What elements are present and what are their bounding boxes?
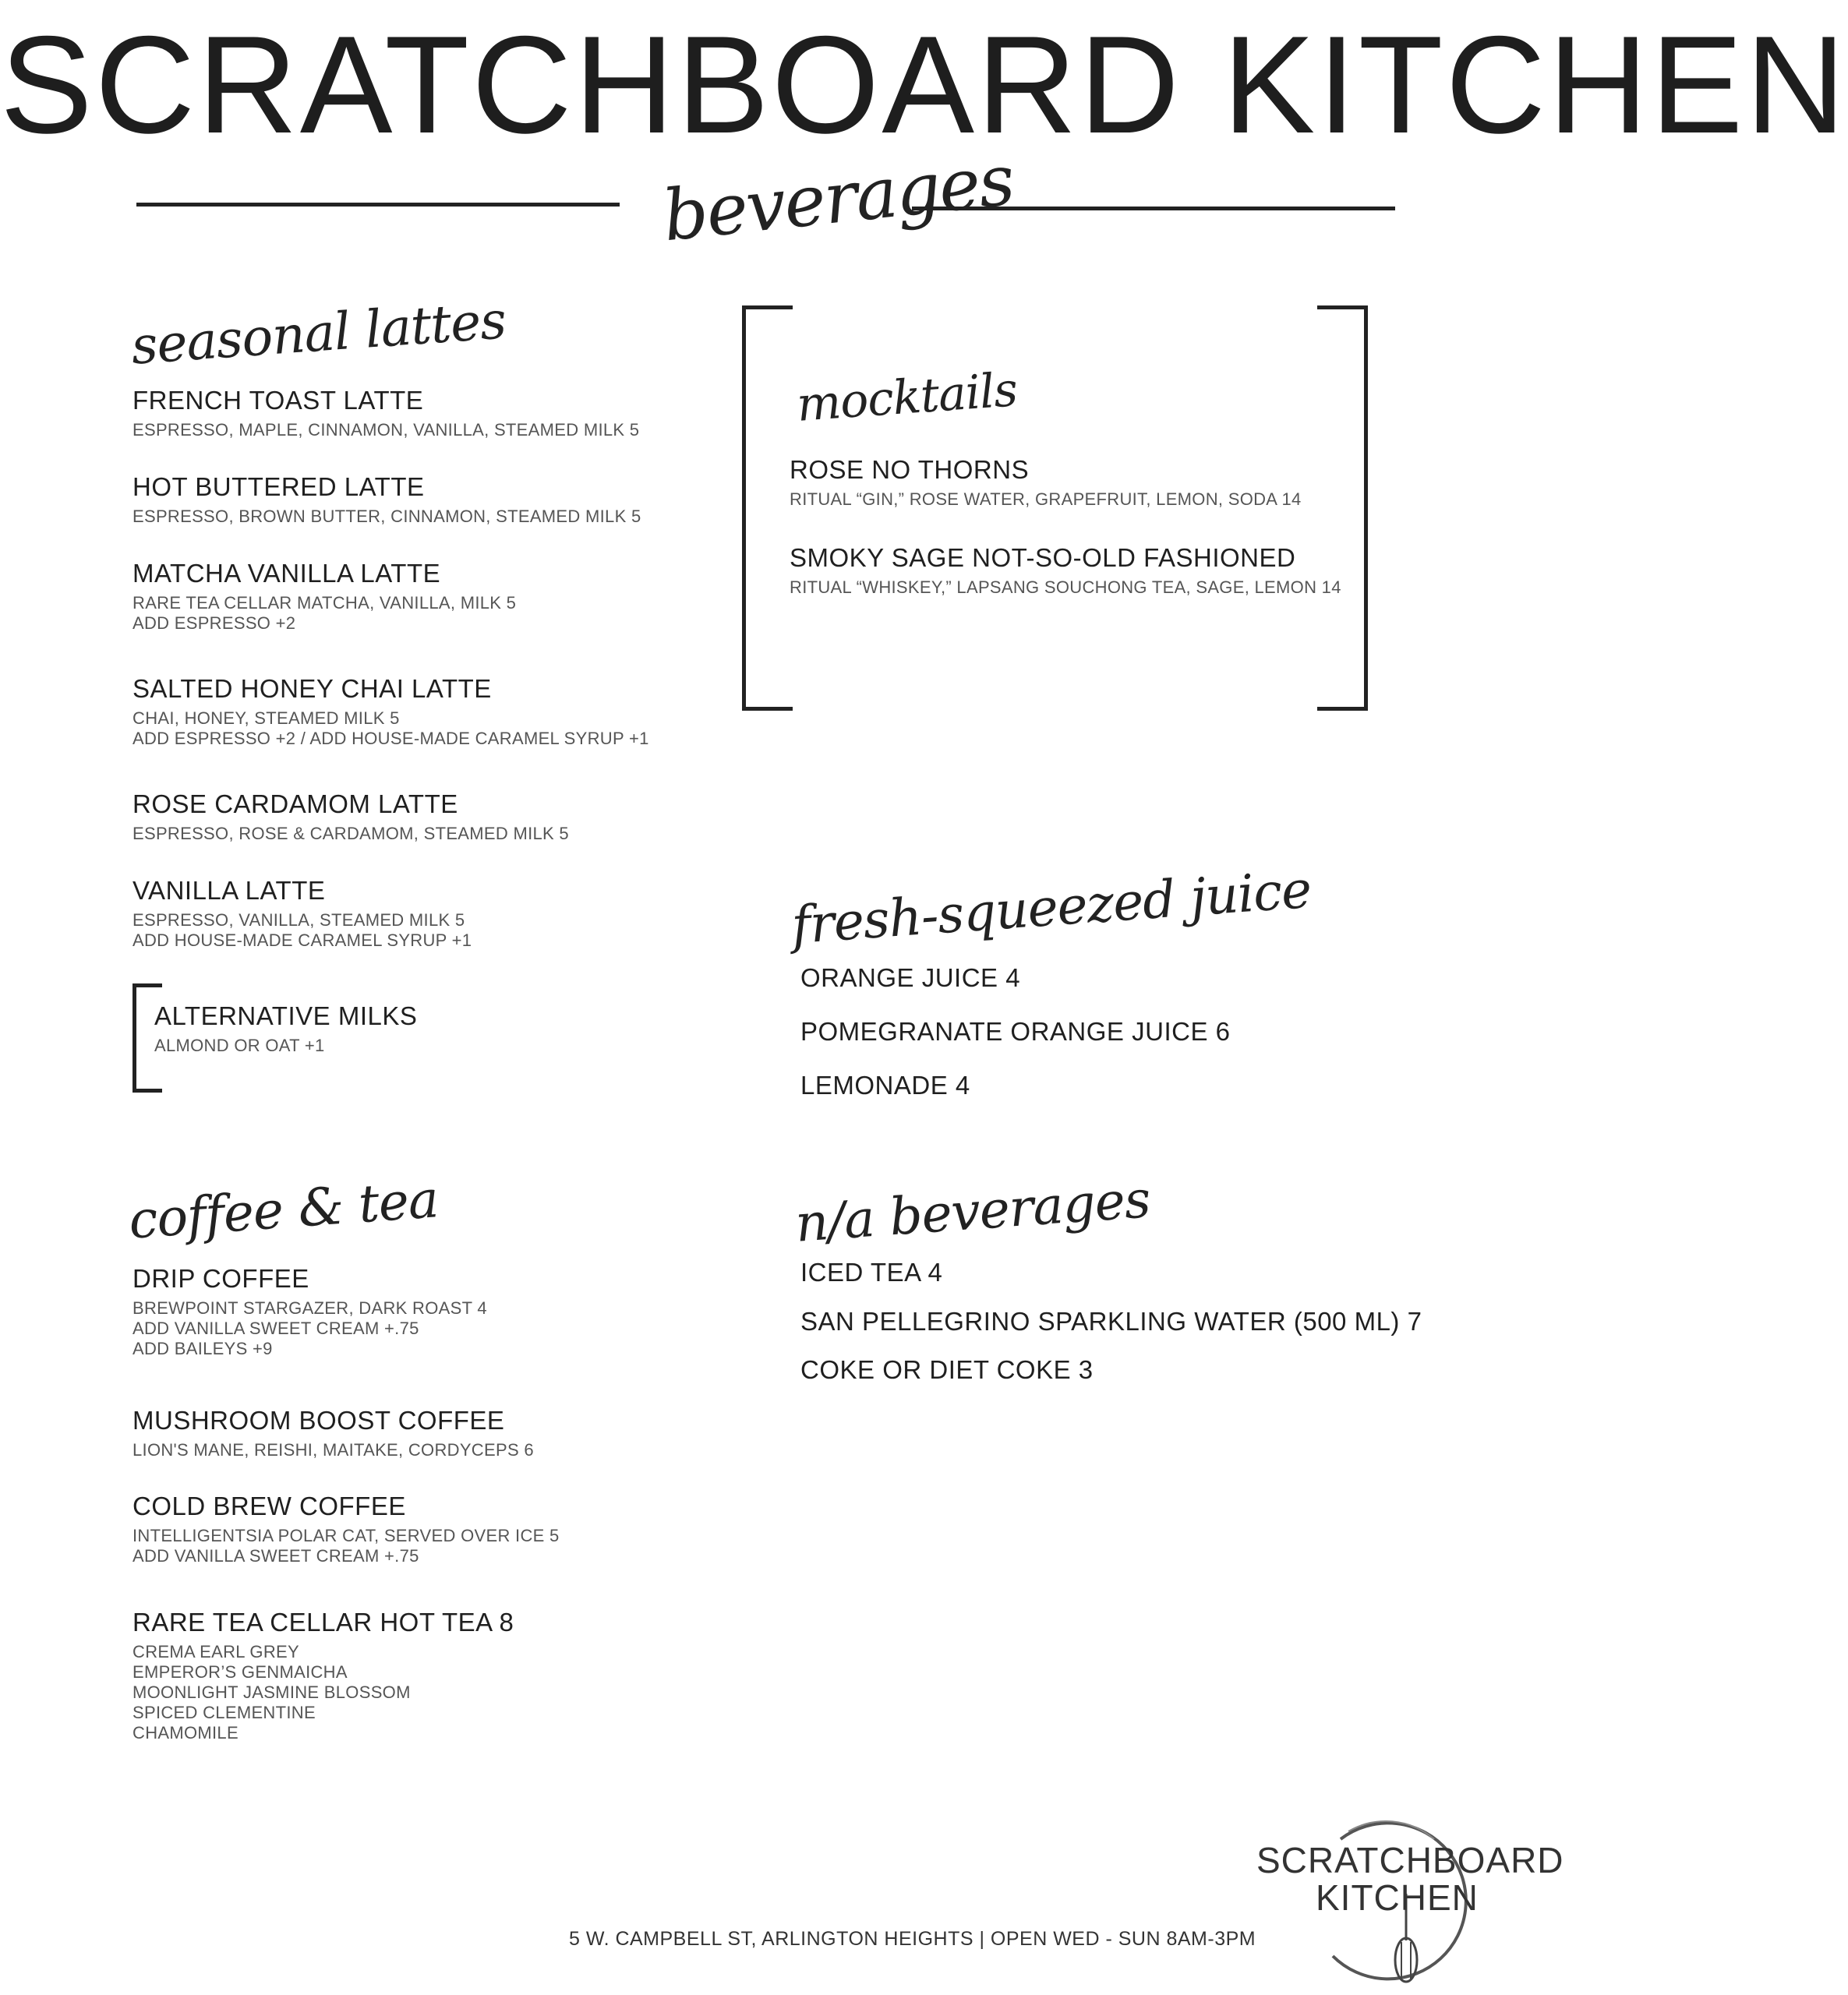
section-heading-seasonal-lattes: seasonal lattes <box>129 290 508 376</box>
menu-item <box>133 472 641 527</box>
menu-item <box>790 455 1302 510</box>
item-desc: ADD ESPRESSO +2 / ADD HOUSE-MADE CARAMEL SYRUP +1 <box>133 729 649 748</box>
header-rule-left <box>136 203 620 207</box>
na-beverage-item: ICED TEA 4 <box>800 1258 943 1287</box>
item-desc: MOONLIGHT JASMINE BLOSSOM <box>133 1683 411 1702</box>
item-desc: ADD BAILEYS +9 <box>133 1339 273 1358</box>
item-desc: BREWPOINT STARGAZER, DARK ROAST 4 <box>133 1298 487 1318</box>
menu-subtitle: beverages <box>659 139 1017 258</box>
logo <box>1247 1808 1564 1987</box>
item-desc: CHAMOMILE <box>133 1723 239 1743</box>
item-desc: RITUAL “WHISKEY,” LAPSANG SOUCHONG TEA, SAGE, LEMON 14 <box>790 577 1341 597</box>
item-name: SALTED HONEY CHAI LATTE <box>133 674 492 703</box>
na-beverage-item: COKE OR DIET COKE 3 <box>800 1355 1094 1384</box>
item-name: RARE TEA CELLAR HOT TEA 8 <box>133 1608 514 1637</box>
mocktails-bracket-left <box>742 305 793 711</box>
section-heading-na-beverages: n/a beverages <box>793 1169 1152 1254</box>
na-beverage-item: SAN PELLEGRINO SPARKLING WATER (500 ML) 7 <box>800 1307 1422 1336</box>
item-desc: ESPRESSO, MAPLE, CINNAMON, VANILLA, STEAMED MILK 5 <box>133 420 640 440</box>
juice-item: POMEGRANATE ORANGE JUICE 6 <box>800 1017 1231 1046</box>
item-desc: RITUAL “GIN,” ROSE WATER, GRAPEFRUIT, LEMON, SODA 14 <box>790 489 1302 509</box>
item-desc: ESPRESSO, BROWN BUTTER, CINNAMON, STEAMED MILK 5 <box>133 507 641 526</box>
menu-item <box>133 674 649 749</box>
menu-item <box>133 559 516 634</box>
item-name: COLD BREW COFFEE <box>133 1492 406 1520</box>
item-desc: CHAI, HONEY, STEAMED MILK 5 <box>133 708 400 728</box>
item-desc: ADD HOUSE-MADE CARAMEL SYRUP +1 <box>133 930 472 950</box>
menu-item <box>133 876 472 951</box>
restaurant-title: SCRATCHBOARD KITCHEN <box>0 7 1848 162</box>
item-desc: ESPRESSO, ROSE & CARDAMOM, STEAMED MILK 5 <box>133 824 569 843</box>
item-name: FRENCH TOAST LATTE <box>133 386 424 415</box>
menu-item <box>790 543 1341 598</box>
alt-milks-item <box>154 1001 417 1056</box>
item-name: SMOKY SAGE NOT-SO-OLD FASHIONED <box>790 543 1296 572</box>
item-desc: INTELLIGENTSIA POLAR CAT, SERVED OVER ICE 5 <box>133 1526 560 1545</box>
juice-item: ORANGE JUICE 4 <box>800 963 1021 992</box>
item-name: ROSE NO THORNS <box>790 455 1030 484</box>
item-name: ALTERNATIVE MILKS <box>154 1001 418 1030</box>
item-desc: ADD VANILLA SWEET CREAM +.75 <box>133 1319 419 1338</box>
section-heading-mocktails: mocktails <box>794 362 1019 433</box>
item-desc: RARE TEA CELLAR MATCHA, VANILLA, MILK 5 <box>133 593 517 613</box>
item-name: ROSE CARDAMOM LATTE <box>133 789 458 818</box>
menu-item <box>133 789 569 844</box>
section-heading-coffee-tea: coffee & tea <box>126 1169 440 1251</box>
item-desc: CREMA EARL GREY <box>133 1642 299 1661</box>
item-desc: EMPEROR’S GENMAICHA <box>133 1662 348 1682</box>
mocktails-bracket-right <box>1317 305 1368 711</box>
menu-item <box>133 386 639 440</box>
item-name: MATCHA VANILLA LATTE <box>133 559 441 588</box>
footer-address-hours: 5 W. CAMPBELL ST, ARLINGTON HEIGHTS | OPEN WED - SUN 8AM-3PM <box>569 1928 1256 1950</box>
item-name: MUSHROOM BOOST COFFEE <box>133 1406 505 1435</box>
item-desc: ALMOND OR OAT +1 <box>154 1036 325 1055</box>
item-desc: ADD VANILLA SWEET CREAM +.75 <box>133 1546 419 1566</box>
menu-item <box>133 1264 487 1359</box>
menu-item <box>133 1406 534 1460</box>
section-heading-juice: fresh-squeezed juice <box>790 859 1313 956</box>
item-name: HOT BUTTERED LATTE <box>133 472 425 501</box>
logo-text-line2: KITCHEN <box>1316 1877 1479 1918</box>
juice-item: LEMONADE 4 <box>800 1071 970 1100</box>
logo-text-line1: SCRATCHBOARD <box>1256 1840 1564 1880</box>
item-desc: SPICED CLEMENTINE <box>133 1703 316 1722</box>
item-name: DRIP COFFEE <box>133 1264 309 1293</box>
item-desc: ADD ESPRESSO +2 <box>133 613 296 633</box>
item-name: VANILLA LATTE <box>133 876 326 905</box>
item-desc: LION'S MANE, REISHI, MAITAKE, CORDYCEPS 6 <box>133 1440 534 1460</box>
item-desc: ESPRESSO, VANILLA, STEAMED MILK 5 <box>133 910 465 930</box>
menu-item <box>133 1608 514 1743</box>
menu-item <box>133 1492 560 1566</box>
